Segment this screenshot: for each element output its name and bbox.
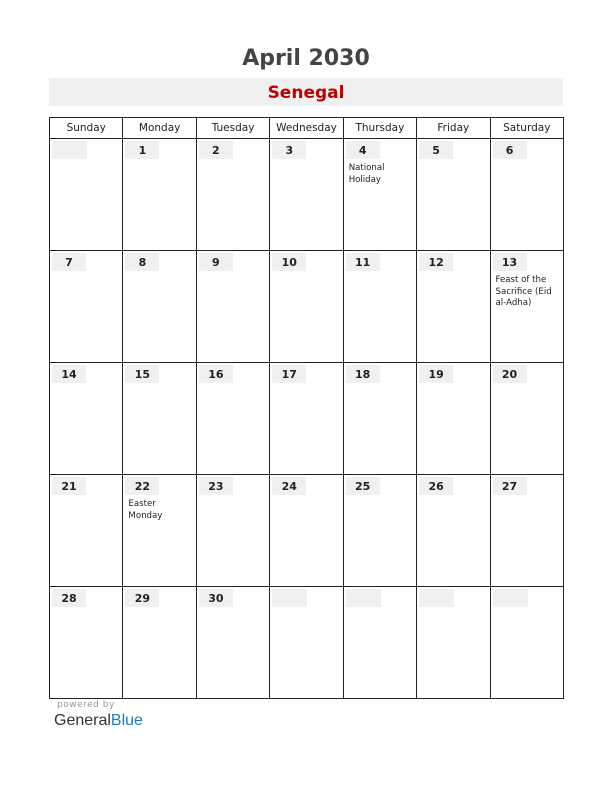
- day-number: 7: [52, 253, 86, 271]
- day-number: 21: [52, 477, 86, 495]
- holiday-label: Feast of the Sacrifice (Eid al-Adha): [495, 275, 552, 308]
- day-cell[interactable]: [417, 139, 490, 251]
- day-number: 30: [199, 589, 233, 607]
- day-number: 10: [272, 253, 306, 271]
- week-row: [50, 363, 564, 475]
- day-cell[interactable]: [123, 139, 196, 251]
- holiday-label: Easter Monday: [128, 499, 163, 521]
- day-cell[interactable]: [50, 251, 123, 363]
- day-number: 23: [199, 477, 233, 495]
- day-cell[interactable]: [417, 363, 490, 475]
- country-banner: [49, 78, 563, 106]
- country-name: Senegal: [267, 83, 345, 103]
- brand-blue: Blue: [110, 712, 143, 729]
- day-cell[interactable]: [50, 363, 123, 475]
- day-cell[interactable]: [270, 475, 343, 587]
- day-cell[interactable]: [343, 475, 416, 587]
- day-cell[interactable]: [490, 475, 563, 587]
- week-row: [50, 587, 564, 699]
- day-number: 24: [272, 477, 306, 495]
- day-number: 22: [125, 477, 159, 495]
- day-cell[interactable]: [343, 587, 416, 699]
- day-number: 16: [199, 365, 233, 383]
- day-cell[interactable]: [196, 139, 269, 251]
- day-number: 20: [493, 365, 527, 383]
- day-number: 29: [125, 589, 159, 607]
- day-cell[interactable]: [123, 475, 196, 587]
- day-cell[interactable]: [123, 363, 196, 475]
- day-cell[interactable]: [490, 587, 563, 699]
- day-cell[interactable]: [196, 587, 269, 699]
- day-number: 18: [346, 365, 380, 383]
- day-number: [419, 589, 454, 607]
- week-row: [50, 251, 564, 363]
- weekday-monday: Monday: [123, 118, 196, 139]
- day-cell[interactable]: [196, 251, 269, 363]
- day-cell[interactable]: [417, 251, 490, 363]
- day-number: 25: [346, 477, 380, 495]
- generalblue-logo[interactable]: [54, 712, 143, 730]
- day-cell[interactable]: [270, 363, 343, 475]
- day-number: 11: [346, 253, 380, 271]
- week-row: [50, 475, 564, 587]
- day-cell[interactable]: [196, 363, 269, 475]
- day-number: 28: [52, 589, 86, 607]
- page-title: April 2030: [242, 46, 370, 71]
- brand-general: General: [54, 712, 111, 729]
- day-cell[interactable]: [123, 251, 196, 363]
- weekday-header-row: [50, 118, 564, 139]
- day-number: 13: [493, 253, 527, 271]
- day-cell[interactable]: [50, 139, 123, 251]
- day-number: [493, 589, 528, 607]
- day-number: 12: [419, 253, 453, 271]
- day-cell[interactable]: [490, 363, 563, 475]
- day-cell[interactable]: [50, 587, 123, 699]
- powered-by-text: powered by: [57, 700, 115, 710]
- day-cell[interactable]: [490, 251, 563, 363]
- day-number: 2: [199, 141, 233, 159]
- day-cell[interactable]: [50, 475, 123, 587]
- day-cell[interactable]: [270, 251, 343, 363]
- day-cell[interactable]: [417, 587, 490, 699]
- day-number: 9: [199, 253, 233, 271]
- day-number: 15: [125, 365, 159, 383]
- day-number: [52, 141, 87, 159]
- day-number: 3: [272, 141, 306, 159]
- day-cell[interactable]: [270, 587, 343, 699]
- weekday-friday: Friday: [417, 118, 490, 139]
- weekday-tuesday: Tuesday: [196, 118, 269, 139]
- day-number: 1: [125, 141, 159, 159]
- weekday-wednesday: Wednesday: [270, 118, 343, 139]
- day-number: [346, 589, 381, 607]
- day-number: 8: [125, 253, 159, 271]
- day-cell[interactable]: [490, 139, 563, 251]
- day-cell[interactable]: [343, 363, 416, 475]
- day-cell[interactable]: [417, 475, 490, 587]
- weekday-saturday: Saturday: [490, 118, 563, 139]
- day-number: 14: [52, 365, 86, 383]
- day-cell[interactable]: [123, 587, 196, 699]
- day-number: 17: [272, 365, 306, 383]
- calendar-grid: [49, 117, 564, 699]
- day-cell[interactable]: [270, 139, 343, 251]
- day-cell[interactable]: [343, 251, 416, 363]
- day-cell[interactable]: [343, 139, 416, 251]
- weekday-sunday: Sunday: [50, 118, 123, 139]
- day-number: [272, 589, 307, 607]
- weekday-thursday: Thursday: [343, 118, 416, 139]
- day-number: 27: [493, 477, 527, 495]
- week-row: [50, 139, 564, 251]
- day-number: 5: [419, 141, 453, 159]
- holiday-label: National Holiday: [348, 163, 385, 185]
- day-number: 19: [419, 365, 453, 383]
- day-number: 26: [419, 477, 453, 495]
- day-cell[interactable]: [196, 475, 269, 587]
- day-number: 6: [493, 141, 527, 159]
- day-number: 4: [346, 141, 380, 159]
